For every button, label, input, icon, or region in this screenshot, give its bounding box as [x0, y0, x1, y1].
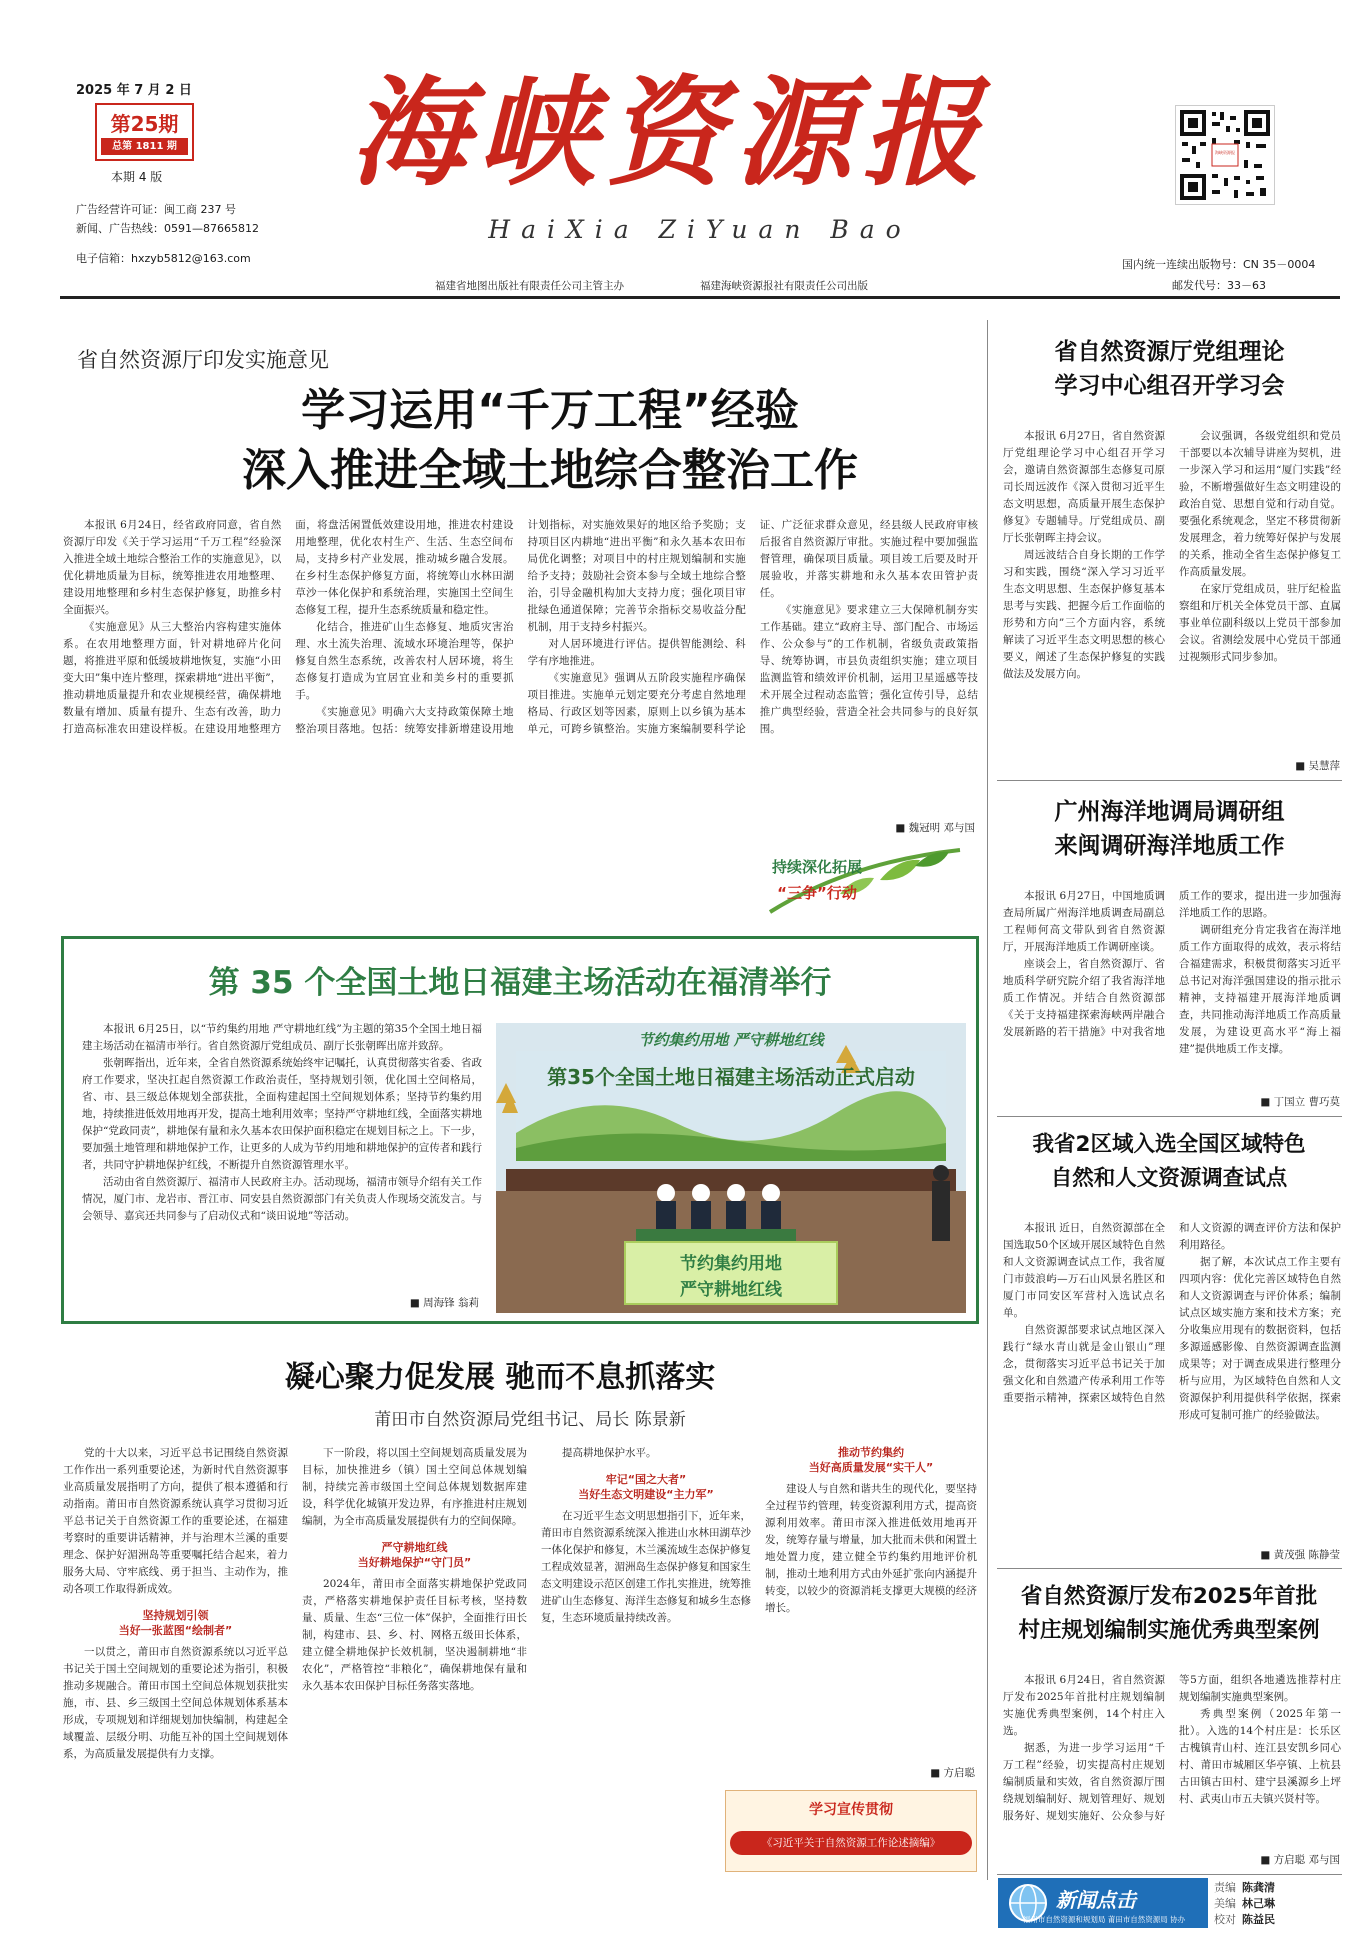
right-divider-1 [997, 780, 1342, 781]
feature-col-4 [765, 1445, 977, 1765]
feature-subhead-3a: 牢记“国之大者” [605, 1473, 687, 1486]
feature-subhead-1b: 当好一张蓝图“绘制者” [118, 1624, 233, 1637]
right-1-paragraph: 周远波结合自身长期的工作学习和实践，围绕“深入学习习近平生态文明思想、生态保护修复基本思考与实践、把握今后工作面临的形势和方向”三个方面内容，系统解读了习近平生态文明思想的核心要义，阐述了生态保护修复的实践做法及发展方向。 [1003, 549, 1165, 680]
photo-top-line: 节约集约用地 严守耕地红线 [638, 1031, 824, 1049]
right-divider-3 [997, 1568, 1342, 1569]
photo-banner: 第35个全国土地日福建主场活动正式启动 [547, 1065, 915, 1089]
edition-pages: 本期 4 版 [111, 170, 163, 184]
series-badge-bottom: “三争”行动 [777, 884, 857, 902]
feature-section-text: 2024年，莆田市全面落实耕地保护党政同责，严格落实耕地保护责任目标考核，坚持数量、质量、生态“三位一体”保护，全面推行田长制，构建市、县、乡、村、网格五级田长体系，建立健全耕地保护长效机制，坚决遏制耕地“非农化”，严格管控“非粮化”，确保耕地保有量和永久基本农田保护目标任务落实落地。 [302, 1578, 527, 1692]
feature-col3-text: 提高耕地保护水平。 [562, 1447, 657, 1459]
feature-col2-text: 下一阶段，将以国土空间规划高质量发展为目标，加快推进乡（镇）国土空间总体规划编制，持续完善市级国土空间总体规划数据库建设，科学优化城镇开发边界，有序推进村庄规划编制，为全市高质量发展提供有力的空间保障。 [302, 1447, 527, 1527]
lead-title-1: 学习运用“千万工程”经验 [301, 385, 799, 436]
qr-code [1175, 105, 1275, 205]
right-2-paragraph: 调研组充分肯定我省在海洋地质工作方面取得的成效，表示将结合福建需求，积极贯彻落实习近平总书记对海洋强国建设的指示批示精神，支持福建开展海洋地质调查，共同推动海洋地质工作高质量发展，为建设更高水平“海上福建”提供地质工作支撑。 [1179, 924, 1341, 1055]
study-badge [725, 1790, 977, 1872]
right-3-title-2: 自然和人文资源调查试点 [1050, 1166, 1288, 1191]
right-4-paragraph: 秀典型案例（2025年第一批）。入选的14个村庄是：长乐区古槐镇青山村、连江县安凯乡同心村、莆田市城厢区华亭镇、上杭县古田镇古田村、建宁县溪源乡上坪村、武夷山市五夫镇兴贤村等。 [1179, 1708, 1341, 1805]
news-click-banner [998, 1878, 1208, 1928]
feature-intro: 党的十大以来，习近平总书记围绕自然资源工作作出一系列重要论述，为新时代自然资源事业高质量发展指明了方向，提供了根本遵循和行动指南。莆田市自然资源系统认真学习贯彻习近平总书记关于自然资源工作的重要论述，在福建考察时的重要讲话精神，并与治理木兰溪的重要理念、保护好湄洲岛等重要嘱托结合起来，着力服务大局、守牢底线、勇于担当、主动作为，推动各项工作取得新成效。 [63, 1447, 288, 1595]
feature-subhead-4a: 推动节约集约 [838, 1446, 904, 1459]
lead-paragraph: 《实施意见》明确六大支持政策保障土地整治项目落地。包括：统筹安排新增建设用地计划指标，对实施效果好的地区给予奖励；支持项目区内耕地“进出平衡”和永久基本农田布局优化调整；对项目中的村庄规划编制和实施给予支持；鼓励社会资本参与全域土地综合整治，引导金融机构加大支持力度；强化项目审批绿色通道保障；完善节余指标交易收益分配机制，用于支持乡村振兴。 [295, 519, 746, 735]
series-badge-top: 持续深化拓展 [771, 858, 862, 876]
lead-kicker: 省自然资源厅印发实施意见 [77, 348, 329, 372]
right-2-title-1: 广州海洋地调局调研组 [1054, 799, 1285, 825]
lead-paragraph: 化结合，推进矿山生态修复、地质灾害治理、水土流失治理、流域水环境治理等，保护修复自然生态系统，改善农村人居环境，将生态修复打造成为宜居宜业和美乡村的重要抓手。 [295, 621, 514, 701]
postal-code: 邮发代号：33－63 [1172, 279, 1266, 292]
photo-board [624, 1241, 838, 1305]
footer-sponsor: 福州市自然资源和规划局 莆田市自然资源局 协办 [1022, 1915, 1186, 1924]
feature-section-text: 在习近平生态文明思想指引下，近年来，莆田市自然资源系统深入推进山水林田湖草沙一体化保护和修复，木兰溪流域生态保护修复工程成效显著，湄洲岛生态保护修复和国家生态文明建设示范区创建工作扎实推进，统筹推进矿山生态修复、海洋生态修复和城乡生态修复，生态环境质量持续改善。 [541, 1510, 751, 1624]
feature-col-1 [63, 1445, 288, 1865]
series-badge [730, 842, 970, 934]
column-divider [987, 320, 988, 1880]
event-paragraph: 张朝晖指出，近年来，全省自然资源系统始终牢记嘱托，认真贯彻落实省委、省政府工作要求，坚决扛起自然资源工作政治责任，坚持规划引领，优化国土空间格局，省、市、县三级总体规划全部获批，全面构建起国土空间规划体系；坚持节约集约用地，持续推进低效用地再开发，提高土地利用效率；坚持严守耕地红线，全面落实耕地保护“党政同责”，耕地保有量和永久基本农田保护面积稳定在规划目标之上。下一步，要加强土地管理和耕地保护工作，让更多的人成为节约用地和耕地保护的宣传者和践行者，共同守护耕地保护红线，不断提升自然资源管理水平。 [82, 1057, 482, 1171]
photo-board-line-2: 严守耕地红线 [680, 1280, 782, 1300]
issue-date: 2025 年 7 月 2 日 [76, 83, 192, 98]
right-1-paragraph: 本报讯 6月27日，省自然资源厅党组理论学习中心组召开学习会，邀请自然资源部生态修复司原司长周远波作《深入贯彻习近平生态文明思想，高质量开展生态保护修复》专题辅导。厅党组成员、副厅长张朝晖主持会议。 [1003, 430, 1165, 544]
right-2-title-2: 来闽调研海洋地质工作 [1054, 833, 1285, 859]
ad-license: 广告经营许可证：闽工商 237 号 [76, 203, 236, 216]
right-4-title-2: 村庄规划编制实施优秀典型案例 [1018, 1618, 1320, 1643]
right-3-body [1003, 1220, 1341, 1546]
footer-divider [997, 1874, 1342, 1875]
right-2-paragraph: 本报讯 6月27日，中国地质调查局所属广州海洋地质调查局副总工程师何高文带队到省自然资源厅，开展海洋地质工作调研座谈。 [1003, 890, 1165, 953]
photo-board-line-1: 节约集约用地 [680, 1254, 782, 1274]
right-4-body [1003, 1672, 1341, 1852]
newspaper-title: 海峡资源报 [349, 63, 990, 202]
issue-number: 第25期 [110, 112, 179, 136]
study-badge-top: 学习宣传贯彻 [809, 1802, 893, 1818]
feature-section-text: 一以贯之，莆田市自然资源系统以习近平总书记关于国土空间规划的重要论述为指引，积极推动多规融合。莆田市国土空间总体规划获批实施，市、县、乡三级国土空间总体规划体系基本形成，专项规划和详细规划加快编制，构建起全域覆盖、层级分明、功能互补的国土空间规划体系，为高质量发展提供有力支撑。 [63, 1646, 288, 1760]
right-3-title-1: 我省2区域入选全国区域特色 [1032, 1132, 1306, 1157]
credit-editor-label: 责编 [1214, 1881, 1236, 1894]
feature-byline: ■ 方启聪 [930, 1767, 975, 1779]
right-3-paragraph: 据了解，本次试点工作主要有四项内容：优化完善区域特色自然和人文资源调查与评价体系；编制试点区域实施方案和技术方案；充分收集应用现有的数据资料，包括多源遥感影像、自然资源调查监测成果等；对于调查成果进行整理分析与应用，为区域特色自然和人文资源保护利用提供科学依据，探索形成可复制可推广的经验做法。 [1179, 1256, 1341, 1421]
event-body [82, 1021, 482, 1311]
right-3-paragraph: 本报讯 近日，自然资源部在全国选取50个区域开展区域特色自然和人文资源调查试点工作，我省厦门市鼓浪屿—万石山风景名胜区和厦门市同安区军营村入选试点名单。 [1003, 1222, 1165, 1319]
right-3-byline: ■ 黄茂强 陈静莹 [1260, 1549, 1340, 1561]
credit-designer-label: 美编 [1214, 1897, 1236, 1910]
right-1-title-1: 省自然资源厅党组理论 [1054, 339, 1285, 365]
credit-proofreader [1214, 1912, 1342, 1928]
feature-subhead-2a: 严守耕地红线 [381, 1541, 448, 1554]
feature-subhead-1a: 坚持规划引领 [142, 1609, 209, 1622]
lead-paragraph: 《实施意见》要求建立三大保障机制夯实工作基础。建立“政府主导、部门配合、市场运作、公众参与”的工作机制，省级负责政策指导、统筹协调，市县负责组织实施；建立项目监测监管和绩效评价机制，运用卫星遥感等技术开展全过程动态监管；强化宣传引导，总结推广典型经验，营造全社会共同参与的良好氛围。 [759, 604, 978, 735]
feature-subhead-2b: 当好耕地保护“守门员” [357, 1556, 472, 1569]
editor-credits [1214, 1880, 1342, 1930]
cn-number: 国内统一连续出版物号：CN 35－0004 [1122, 258, 1316, 271]
right-4-paragraph: 据悉，为进一步学习运用“千万工程”经验，切实提高村庄规划编制质量和实效，省自然资源厅围绕规划编制好、规划管理好、规划服务好、规划实施好、公众参与好等5方面，组织各地遴选推荐村庄规划编制实施典型案例。 [1003, 1674, 1341, 1822]
news-click-label: 新闻点击 [1056, 1888, 1136, 1912]
masthead-divider [60, 296, 1340, 299]
issue-total: 总第 1811 期 [101, 138, 188, 155]
feature-col-2 [302, 1445, 527, 1865]
event-paragraph: 活动由省自然资源厅、福清市人民政府主办。活动现场，福清市领导介绍有关工作情况，厦门市、龙岩市、晋江市、同安县自然资源部门有关负责人作现场交流发言。与会领导、嘉宾还共同参与了启动仪式和“谈田说地”等活动。 [82, 1176, 482, 1222]
lead-paragraph: 本报讯 6月24日，经省政府同意，省自然资源厅印发《关于学习运用“千万工程”经验深入推进全域土地综合整治工作的实施意见》，以优化耕地质量为目标，统筹推进农用地整理、建设用地整理和乡村生态保护修复，助推乡村全面振兴。 [63, 519, 282, 616]
qr-caption: 海峡资源报 [1215, 150, 1235, 155]
lead-byline: ■ 魏冠明 邓与国 [740, 820, 975, 835]
feature-subhead-3b: 当好生态文明建设“主力军” [578, 1488, 714, 1501]
feature-col-3 [541, 1445, 751, 1865]
event-photo [496, 1023, 966, 1313]
right-1-paragraph: 在家厅党组成员，驻厅纪检监察组和厅机关全体党员干部、直属事业单位副科级以上党员干部参加会议。省测绘发展中心党员干部通过视频形式同步参加。 [1179, 583, 1341, 663]
feature-title: 凝心聚力促发展 驰而不息抓落实 [284, 1360, 716, 1395]
event-frame [61, 936, 979, 1324]
right-1-body [1003, 428, 1341, 758]
issue-box [95, 103, 194, 161]
event-byline: ■ 周海锋 翁莉 [294, 1295, 479, 1310]
masthead [0, 0, 1361, 300]
feature-subhead-4b: 当好高质量发展“实干人” [808, 1461, 934, 1474]
right-1-paragraph: 会议强调，各级党组织和党员干部要以本次辅导讲座为契机，进一步深入学习和运用“厦门实践”经验，不断增强做好生态文明建设的政治自觉、思想自觉和行动自觉。要强化系统观念，坚定不移贯彻新发展理念，着力统筹好保护与发展的关系，推动全省生态保护修复工作高质量发展。 [1179, 430, 1341, 578]
lead-title-2: 深入推进全域土地综合整治工作 [242, 445, 858, 496]
feature-author: 莆田市自然资源局党组书记、局长 陈景新 [374, 1410, 686, 1430]
right-divider-2 [997, 1116, 1342, 1117]
right-4-paragraph: 本报讯 6月24日，省自然资源厅发布2025年首批村庄规划编制实施优秀典型案例，14个村庄入选。 [1003, 1674, 1165, 1737]
right-3-paragraph: 自然资源部要求试点地区深入践行“绿水青山就是金山银山”理念，贯彻落实习近平总书记关于加强文化和自然遗产传承利用工作等重要指示精神，探索区域特色自然和人文资源的调查评价方法和保护利用路径。 [1003, 1222, 1341, 1404]
right-4-title-1: 省自然资源厅发布2025年首批 [1020, 1584, 1318, 1609]
right-4-byline: ■ 方启聪 邓与国 [1260, 1854, 1340, 1866]
feature-section-text: 建设人与自然和谐共生的现代化，要坚持全过程节约管理，转变资源利用方式，提高资源利用效率。莆田市深入推进低效用地再开发，统筹存量与增量，加大批而未供和闲置土地处置力度，建立健全节约集约用地评价机制，推动土地利用方式由外延扩张向内涵提升转变，以较少的资源消耗支撑更大规模的经济增长。 [765, 1483, 977, 1614]
event-paragraph: 本报讯 6月25日，以“节约集约用地 严守耕地红线”为主题的第35个全国土地日福建主场活动在福清市举行。省自然资源厅党组成员、副厅长张朝晖出席并致辞。 [82, 1023, 482, 1052]
credit-designer-name: 林己琳 [1242, 1897, 1275, 1910]
email: 电子信箱：hxzyb5812@163.com [76, 252, 251, 265]
study-badge-bottom: 《习近平关于自然资源工作论述摘编》 [730, 1831, 972, 1855]
lead-paragraph: 《实施意见》强调从五阶段实施程序确保项目推进。实施单元划定要充分考虑自然地理格局、行政区划等因素，原则上以乡镇为基本单元，可跨乡镇整治。实施方案编制要科学论证、广泛征求群众意见，经县级人民政府审核后报省自然资源厅审批。实施过程中要加强监督管理，确保项目质量。项目竣工后要及时开展验收，并落实耕地和永久基本农田管护责任。 [527, 519, 978, 735]
title-pinyin: HaiXia ZiYuan Bao [488, 215, 912, 244]
right-2-body [1003, 888, 1341, 1093]
credit-designer [1214, 1896, 1342, 1912]
sponsor-1: 福建省地图出版社有限责任公司主管主办 [435, 280, 624, 292]
credit-proof-label: 校对 [1214, 1913, 1236, 1926]
right-1-title-2: 学习中心组召开学习会 [1054, 373, 1285, 399]
right-1-byline: ■ 吴慧萍 [1295, 760, 1340, 772]
event-title: 第 35 个全国土地日福建主场活动在福清举行 [208, 965, 832, 1001]
credit-editor-name: 陈龚清 [1242, 1881, 1275, 1894]
right-2-paragraph: 座谈会上，省自然资源厅、省地质科学研究院介绍了我省海洋地质工作情况。并结合自然资源部《关于支持福建探索海峡两岸融合发展新路的若干措施》中对我省地质工作的要求，提出进一步加强海洋地质工作的思路。 [1003, 890, 1341, 1038]
right-2-byline: ■ 丁国立 曹巧莫 [1260, 1096, 1340, 1108]
lead-paragraph: 《实施意见》从三大整治内容构建实施体系。在农用地整理方面，针对耕地碎片化问题，将推进平原和低缓坡耕地恢复，实施“小田变大田”集中连片整理，探索耕地“进出平衡”，推动耕地质量提升和农业规模经营，确保耕地数量有增加、质量有提升、生态有改善，助力打造高标准农田建设样板。在建设用地整理方面，将盘活闲置低效建设用地，推进农村建设用地整理，优化农村生产、生活、生态空间布局，支持乡村产业发展，推动城乡融合发展。在乡村生态保护修复方面，将统筹山水林田湖草沙一体化保护和系统治理，实施国土空间生态修复工程，提升生态系统质量和稳定性。 [63, 519, 514, 735]
credit-proof-name: 陈益民 [1242, 1913, 1275, 1926]
credit-editor [1214, 1880, 1342, 1896]
lead-paragraph: 对人居环境进行评估。提供智能测绘、科学有序地推进。 [527, 638, 746, 667]
hotline: 新闻、广告热线：0591—87665812 [76, 222, 259, 235]
sponsor-2: 福建海峡资源报社有限责任公司出版 [700, 280, 868, 292]
